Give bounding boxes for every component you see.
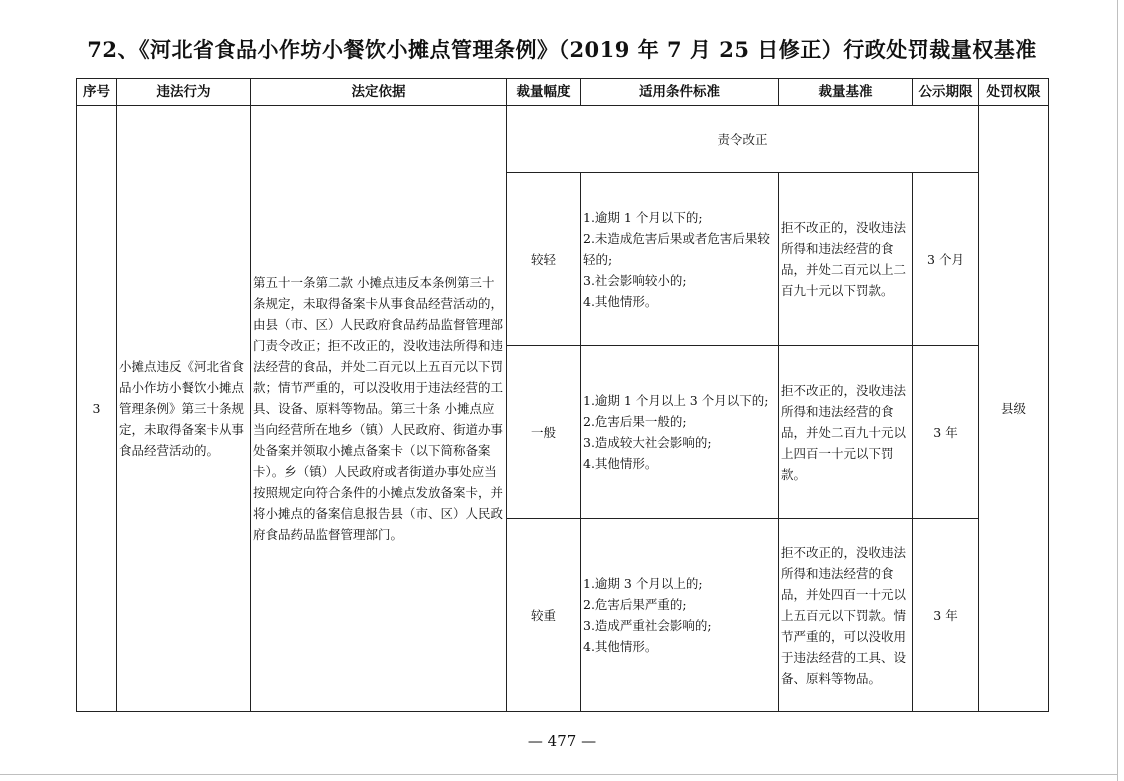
condition-item: 4.其他情形。	[583, 293, 658, 309]
header-standard: 裁量基准	[779, 79, 913, 106]
conditions-cell	[581, 519, 779, 712]
page-edge-right	[1117, 0, 1118, 781]
condition-item: 2.危害后果严重的;	[583, 597, 687, 612]
header-period: 公示期限	[913, 79, 979, 106]
level-cell: 一般	[507, 346, 581, 519]
period-cell: 3 年	[913, 346, 979, 519]
page-title: 72、《河北省食品小作坊小餐饮小摊点管理条例》（2019 年 7 月 25 日修正）行政处罚裁量权基准	[87, 37, 1037, 62]
period-cell: 3 年	[913, 519, 979, 712]
level-cell: 较轻	[507, 173, 581, 346]
condition-item: 4.其他情形。	[583, 456, 658, 471]
period-cell: 3 个月	[913, 173, 979, 346]
condition-item: 2.未造成危害后果或者危害后果较轻的;	[583, 230, 770, 267]
authority-cell: 县级	[979, 106, 1049, 712]
standard-cell: 拒不改正的，没收违法所得和违法经营的食品，并处四百一十元以上五百元以下罚款。情节严重的，可以没收用于违法经营的工具、设备、原料等物品。	[779, 519, 913, 712]
condition-item: 3.社会影响较小的;	[583, 272, 687, 288]
header-level: 裁量幅度	[507, 79, 581, 106]
header-row	[77, 79, 1049, 106]
condition-item: 3.造成较大社会影响的;	[583, 435, 712, 450]
condition-item: 1.逾期 1 个月以下的;	[583, 209, 703, 225]
order-correction-cell: 责令改正	[507, 106, 979, 173]
conditions-cell	[581, 346, 779, 519]
header-legal-basis: 法定依据	[251, 79, 507, 106]
conditions-cell	[581, 173, 779, 346]
table-row	[77, 106, 1049, 173]
header-violation: 违法行为	[117, 79, 251, 106]
condition-item: 1.逾期 1 个月以上 3 个月以下的;	[583, 393, 769, 408]
page-number: — 477 —	[527, 732, 597, 750]
header-authority: 处罚权限	[979, 79, 1049, 106]
condition-item: 1.逾期 3 个月以上的;	[583, 576, 703, 591]
condition-item: 2.危害后果一般的;	[583, 414, 687, 429]
violation-cell: 小摊点违反《河北省食品小作坊小餐饮小摊点管理条例》第三十条规定，未取得备案卡从事食品经营活动的。	[117, 106, 251, 712]
page-edge-bottom	[0, 774, 1118, 775]
condition-item: 3.造成严重社会影响的;	[583, 618, 712, 633]
standard-cell: 拒不改正的，没收违法所得和违法经营的食品，并处二百元以上二百九十元以下罚款。	[779, 173, 913, 346]
header-seq: 序号	[77, 79, 117, 106]
level-cell: 较重	[507, 519, 581, 712]
penalty-discretion-table	[76, 78, 1049, 712]
seq-cell: 3	[77, 106, 117, 712]
header-conditions: 适用条件标准	[581, 79, 779, 106]
condition-item: 4.其他情形。	[583, 639, 658, 654]
legal-basis-cell: 第五十一条第二款 小摊点违反本条例第三十条规定，未取得备案卡从事食品经营活动的，由县（市、区）人民政府食品药品监督管理部门责令改正；拒不改正的，没收违法所得和违法经营的食品，并处二百元以上五百元以下罚款；情节严重的，可以没收用于违法经营的工具、设备、原料等物品。第三十条 小摊点应当向经营所在地乡（镇）人民政府、街道办事处备案并领取小摊点备案卡（以下简称备案卡）。乡（镇）人民政府或者街道办事处应当按照规定向符合条件的小摊点发放备案卡，并将小摊点的备案信息报告县（市、区）人民政府食品药品监督管理部门。	[251, 106, 507, 712]
standard-cell: 拒不改正的，没收违法所得和违法经营的食品，并处二百九十元以上四百一十元以下罚款。	[779, 346, 913, 519]
